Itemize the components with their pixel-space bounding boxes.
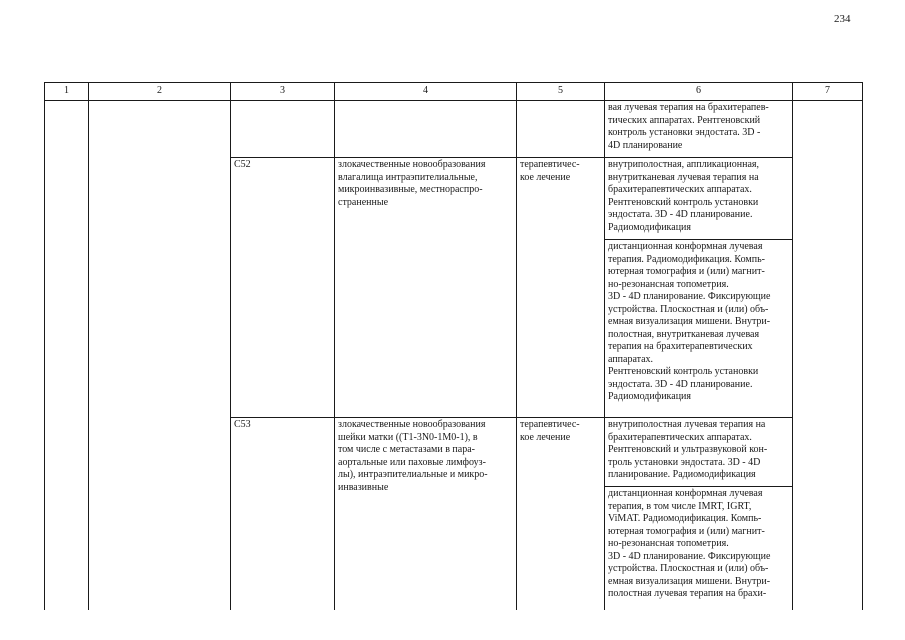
col-header-2: 2 [89, 83, 231, 101]
procedures-table [44, 82, 863, 610]
diagnosis-cell [335, 101, 517, 158]
method-cell: дистанционная конформная лучевая терапия. Радиомодификация. Компь- ютерная томография и (или) магнит- но-резонансная топометрия. 3D - 4D планирование. Фиксирующие устройства. Плоскостная и (или) объ- емная визуализация мишени. Внутри- полостная, внутритканевая лучевая терапия на брахитерапевтических аппаратах. Рентгеновский контроль установки эндостата. 3D - 4D планирование. Радиомодификация [605, 240, 793, 418]
diagnosis-cell: злокачественные новообразования шейки матки ((T1-3N0-1M0-1), в том числе с метастазами в пара- аортальные или паховые лимфоуз- лы), интраэпителиальные и микро- инвазивные [335, 418, 517, 610]
diagnosis-cell: злокачественные новообразования влагалища интраэпителиальные, микроинвазивные, местнораспро- страненные [335, 158, 517, 418]
col2-cell [89, 101, 231, 610]
col-header-6: 6 [605, 83, 793, 101]
method-cell: внутриполостная, аппликационная, внутритканевая лучевая терапия на брахитерапевтических аппаратах. Рентгеновский контроль установки эндостата. 3D - 4D планирование. Радиомодификация [605, 158, 793, 240]
page-number: 234 [834, 13, 851, 25]
treatment-cell: терапевтичес- кое лечение [517, 418, 605, 610]
col7-cell [793, 101, 863, 610]
col-header-1: 1 [45, 83, 89, 101]
table-row [45, 101, 863, 158]
treatment-cell: терапевтичес- кое лечение [517, 158, 605, 418]
col-header-3: 3 [231, 83, 335, 101]
treatment-cell [517, 101, 605, 158]
method-cell: вая лучевая терапия на брахитерапев- тических аппаратах. Рентгеновский контроль установки эндостата. 3D - 4D планирование [605, 101, 793, 158]
method-cell: дистанционная конформная лучевая терапия, в том числе IMRT, IGRT, ViMAT. Радиомодификация. Компь- ютерная томография и (или) магнит- но-резонансная топометрия. 3D - 4D планирование. Фиксирующие устройства. Плоскостная и (или) объ- емная визуализация мишени. Внутри- полостная лучевая терапия на брахи- [605, 487, 793, 610]
col-header-4: 4 [335, 83, 517, 101]
header-row [45, 83, 863, 101]
method-cell: внутриполостная лучевая терапия на брахитерапевтических аппаратах. Рентгеновский и ультразвуковой кон- троль установки эндостата. 3D - 4D планирование. Радиомодификация [605, 418, 793, 487]
code-cell: C53 [231, 418, 335, 610]
col-header-7: 7 [793, 83, 863, 101]
code-cell: C52 [231, 158, 335, 418]
col-header-5: 5 [517, 83, 605, 101]
col1-cell [45, 101, 89, 610]
code-cell [231, 101, 335, 158]
